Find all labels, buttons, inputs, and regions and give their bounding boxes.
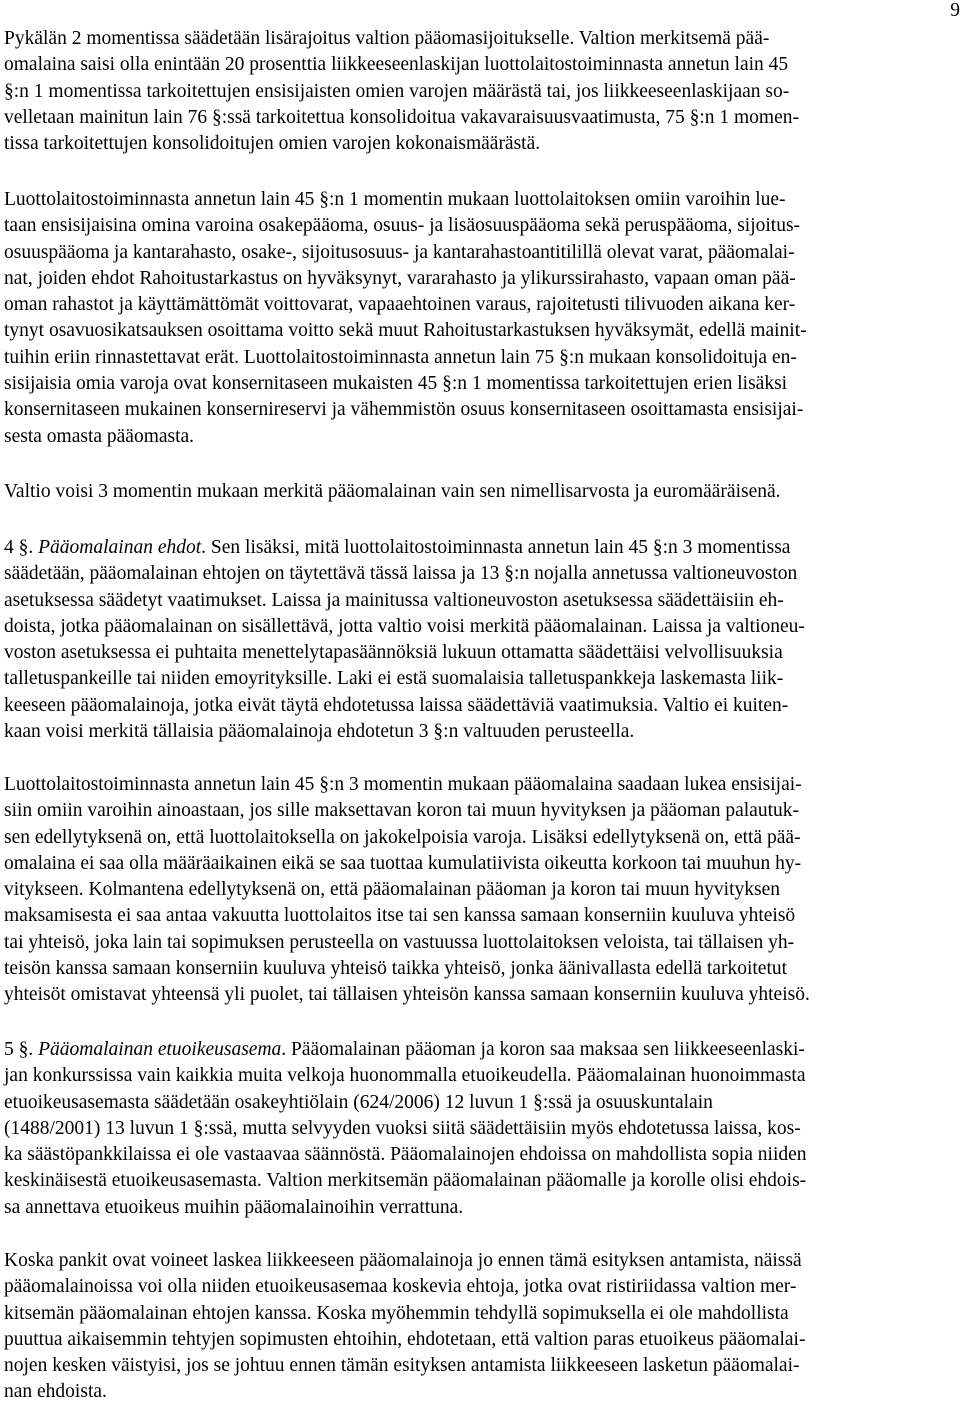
text-line: ka säästöpankkilaissa ei ole vastaavaa säännöstä. Pääomalainojen ehdoissa on mahdollista sopia niiden [4, 1144, 807, 1166]
text-line: omalaina saisi olla enintään 20 prosenttia liikkeeseenlaskijan luottolaitostoiminnasta annetun lain 45 [4, 54, 789, 76]
text-line: puuttua aikaisemmin tehtyjen sopimusten ehtoihin, ehdotetaan, että valtion paras etuoikeus pääomalai- [4, 1328, 806, 1350]
text-line: omalaina ei saa olla määräaikainen eikä se saa tuottaa kumulatiivista oikeutta korkoon tai muuhun hy- [4, 852, 802, 874]
text-line: sen edellytyksenä on, että luottolaitoksella on jakokelpoisia varoja. Lisäksi edellytyksenä on, että pää- [4, 826, 801, 848]
paragraph-capital-loan-limit [4, 26, 954, 157]
text-line: vitykseen. Kolmantena edellytyksenä on, että pääomalainan pääoman ja koron tai muun hyvityksen [4, 879, 780, 901]
text-line: Valtio voisi 3 momentin mukaan merkitä pääomalainan vain sen nimellisarvosta ja euromääräisenä. [4, 481, 781, 502]
text-line: jan konkurssissa vain kaikkia muita velkoja huonommalla etuoikeudella. Pääomalainan huonoimmasta [4, 1065, 806, 1087]
text-line: asetuksessa säädetyt vaatimukset. Laissa ja mainitussa valtioneuvoston asetuksessa säädettäisiin eh- [4, 589, 784, 611]
text-line-rest: . Pääomalainan pääoman ja koron saa maksaa sen liikkeeseenlaski- [281, 1039, 805, 1060]
paragraph-nominal-value [4, 479, 954, 505]
text-line: tynyt osavuosikatsauksen osoittama voitto sekä muut Rahoitustarkastuksen hyväksymät, edellä mainit- [4, 320, 807, 342]
text-line: nan ehdoista. [4, 1381, 107, 1403]
text-line: Luottolaitostoiminnasta annetun lain 45 §:n 1 momentin mukaan luottolaitoksen omiin varoihin lue- [4, 189, 786, 210]
text-line: sa annettava etuoikeus muihin pääomalainoihin verrattuna. [4, 1196, 464, 1218]
text-line: keeseen pääomalainoja, jotka eivät täytä ehdotetussa laissa säädettäviä vaatimuksia. Valtio ei kuiten- [4, 694, 789, 716]
text-line: talletuspankeille tai niiden emoyrityksille. Laki ei estä suomalaisia talletuspankkeja laskemasta liik- [4, 668, 784, 690]
text-line: oman rahastot ja käyttämättömät voittovarat, vapaaehtoinen varaus, rajoitetusti tilivuoden aikana ker- [4, 294, 796, 316]
text-line: siin omiin varoihin ainoastaan, jos sille maksettavan koron tai muun hyvityksen ja pääoman palautuk- [4, 800, 799, 822]
text-line: voston asetuksessa ei puhtaita menettelytapasäännöksiä lukuun ottamatta säädettäisi velvollisuuksia [4, 642, 783, 664]
text-line: yhteisöt omistavat yhteensä yli puolet, tai tällaisen yhteisön kanssa samaan konserniin kuuluva yhteisö. [4, 984, 810, 1006]
paragraph-loan-conditions [4, 772, 954, 1009]
text-line: kitsemän pääomalainan ehtojen kanssa. Koska myöhemmin tehdyllä sopimuksella ei ole mahdollista [4, 1302, 789, 1324]
text-line: velletaan mainitun lain 76 §:ssä tarkoitettua konsolidoitua vakavaraisuusvaatimusta, 75 §:n 1 momen- [4, 106, 799, 128]
paragraph-own-funds [4, 187, 954, 450]
section-5-priority [4, 1037, 954, 1221]
text-line: (1488/2001) 13 luvun 1 §:ssä, mutta selvyyden vuoksi siitä säädettäisiin myös ehdotetussa laissa, kos- [4, 1117, 801, 1139]
text-line-rest: . Sen lisäksi, mitä luottolaitostoiminnasta annetun lain 45 §:n 3 momentissa [201, 537, 791, 558]
text-line: säädetään, pääomalainan ehtojen on täytettävä tässä laissa ja 13 §:n nojalla annetussa valtioneuvoston [4, 563, 798, 585]
text-line: tuihin eriin rinnastettavat erät. Luottolaitostoiminnasta annetun lain 75 §:n mukaan konsolidoituja en- [4, 346, 797, 368]
text-line [4, 1037, 954, 1063]
text-line: nat, joiden ehdot Rahoitustarkastus on hyväksynyt, vararahasto ja ylikurssirahasto, vapaan oman pää- [4, 267, 796, 289]
page-number: 9 [950, 0, 960, 21]
text-line: nojen kesken väistyisi, jos se johtuu ennen tämän esityksen antamista liikkeeseen lasketun pääomalai- [4, 1355, 800, 1377]
section-number: 4 §. [4, 537, 39, 558]
text-line: tissa tarkoitettujen konsolidoitujen omien varojen kokonaismäärästä. [4, 133, 541, 155]
text-line: teisön kanssa samaan konserniin kuuluva yhteisö taikka yhteisö, jonka äänivallasta edellä tarkoitetut [4, 958, 788, 980]
text-line: Luottolaitostoiminnasta annetun lain 45 §:n 3 momentin mukaan pääomalaina saadaan lukea ensisijai- [4, 774, 802, 795]
text-line: etuoikeusasemasta säädetään osakeyhtiölain (624/2006) 12 luvun 1 §:ssä ja osuuskuntalain [4, 1091, 713, 1113]
text-line: tai yhteisö, joka lain tai sopimuksen perusteella on vastuussa luottolaitoksen veloista, tai tällaisen yh- [4, 931, 795, 953]
text-line: sisijaisia omia varoja ovat konsernitaseen mukaisten 45 §:n 1 momentissa tarkoitettujen erien lisäksi [4, 373, 788, 395]
text-line: keskinäisestä etuoikeusasemasta. Valtion merkitsemän pääomalainan pääomalle ja korolle olisi ehdois- [4, 1170, 807, 1192]
text-line: maksamisesta ei saa antaa vakuutta luottolaitos itse tai sen kanssa samaan konserniin kuuluva yhteisö [4, 905, 796, 927]
text-line: taan ensisijaisina omina varoina osakepääoma, osuus- ja lisäosuuspääoma sekä peruspääoma, sijoitus- [4, 215, 801, 237]
text-line: Pykälän 2 momentissa säädetään lisärajoitus valtion pääomasijoitukselle. Valtion merkitsemä pää- [4, 28, 770, 49]
text-line: konsernitaseen mukainen konsernireservi ja vähemmistön osuus konsernitaseen osoittamasta ensisijai- [4, 399, 804, 421]
text-line: kaan voisi merkitä tällaisia pääomalainoja ehdotetun 3 §:n valtuuden perusteella. [4, 721, 635, 743]
section-heading: Pääomalainan etuoikeusasema [38, 1039, 282, 1060]
text-line: sesta omasta pääomasta. [4, 425, 195, 447]
text-line [4, 535, 954, 561]
paragraph-existing-loans [4, 1248, 954, 1406]
text-line: §:n 1 momentissa tarkoitettujen ensisijaisten omien varojen määrästä tai, jos liikkeeseenlaskijaan so- [4, 80, 790, 102]
text-line: doista, jotka pääomalainan on sisällettävä, jotta valtio voisi merkitä pääomalainan. Laissa ja valtioneu- [4, 615, 805, 637]
text-line: osuuspääoma ja kantarahasto, osake-, sijoitusosuus- ja kantarahastoantitilillä olevat varat, pääomalai- [4, 241, 795, 263]
text-line: pääomalainoissa voi olla niiden etuoikeusasemaa koskevia ehtoja, jotka ovat ristiriidassa valtion mer- [4, 1276, 797, 1298]
text-line: Koska pankit ovat voineet laskea liikkeeseen pääomalainoja jo ennen tämä esityksen antamista, näissä [4, 1250, 802, 1271]
section-heading: Pääomalainan ehdot [38, 537, 202, 558]
section-number: 5 §. [4, 1039, 39, 1060]
section-4-loan-terms [4, 535, 954, 745]
